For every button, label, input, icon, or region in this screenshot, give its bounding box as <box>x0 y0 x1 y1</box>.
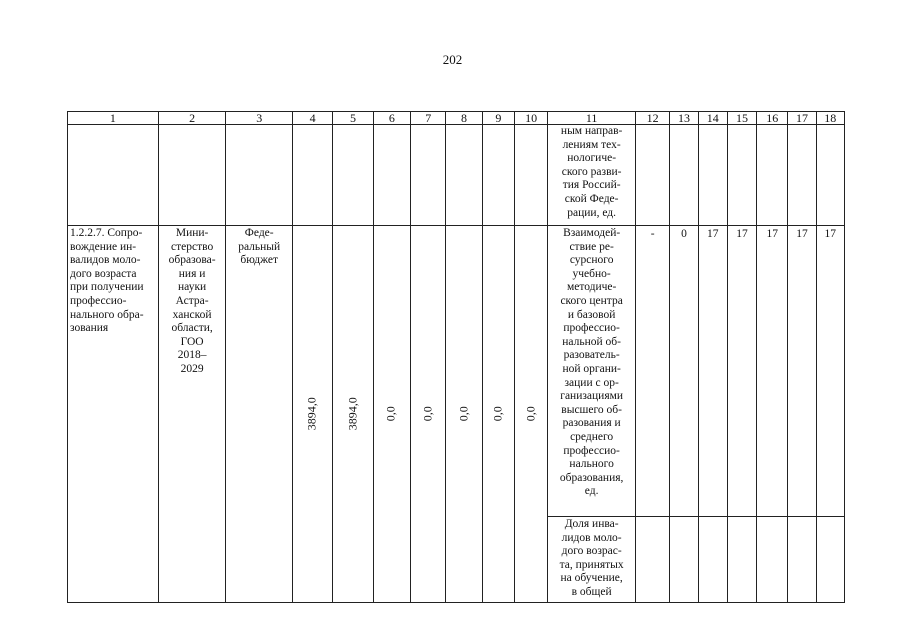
budget-col8: 0,0 <box>456 406 471 421</box>
indicator-1-value: 17 <box>727 226 756 517</box>
indicator-1-value: 17 <box>788 226 816 517</box>
header-cell: 15 <box>727 112 756 125</box>
header-cell: 17 <box>788 112 816 125</box>
indicator-1-value: 17 <box>816 226 844 517</box>
budget-total: 3894,0 <box>304 397 319 430</box>
budget-col5: 3894,0 <box>345 397 360 430</box>
budget-total-cell <box>293 226 333 603</box>
header-cell: 10 <box>514 112 547 125</box>
indicator-table <box>67 111 845 603</box>
indicator-1-value: - <box>636 226 670 517</box>
measure-executor: Мини- стерство образова- ния и науки Астра- ханской области, ГОО 2018– 2029 <box>158 226 226 603</box>
header-cell: 12 <box>636 112 670 125</box>
indicator-1-value: 0 <box>670 226 698 517</box>
indicator-1-text: Взаимодей- ствие ре- сурсного учебно- методиче- ского центра и базовой профессио- нальной об- разователь- ной органи- зации с ор- ганизациями высшего об- разования и среднего профессио- нального образования, ед. <box>548 226 636 517</box>
budget-col9-cell <box>482 226 514 603</box>
measure-row-1 <box>68 226 845 517</box>
header-cell: 13 <box>670 112 698 125</box>
header-cell: 3 <box>226 112 293 125</box>
budget-col10-cell <box>514 226 547 603</box>
header-cell: 7 <box>411 112 446 125</box>
header-cell: 14 <box>698 112 727 125</box>
budget-col10: 0,0 <box>523 406 538 421</box>
header-cell: 6 <box>373 112 410 125</box>
indicator-2-text: Доля инва- лидов моло- дого возрас- та, принятых на обучение, в общей <box>548 517 636 603</box>
header-cell: 8 <box>446 112 482 125</box>
continuation-indicator-text: ным направ- лениям тех- нологиче- ского разви- тия Россий- ской Феде- рации, ед. <box>548 125 636 226</box>
header-cell: 9 <box>482 112 514 125</box>
page-number: 202 <box>442 52 463 67</box>
header-cell: 11 <box>548 112 636 125</box>
budget-col7-cell <box>411 226 446 603</box>
budget-col8-cell <box>446 226 482 603</box>
header-cell: 5 <box>333 112 373 125</box>
header-cell: 1 <box>68 112 159 125</box>
header-row <box>68 112 845 125</box>
continuation-row <box>68 125 845 226</box>
budget-col7: 0,0 <box>420 406 435 421</box>
header-cell: 18 <box>816 112 844 125</box>
measure-name: 1.2.2.7. Сопро- вождение ин- валидов моло- дого возраста при получении профессио- нального обра- зования <box>68 226 159 603</box>
header-cell: 16 <box>757 112 788 125</box>
budget-col6-cell <box>373 226 410 603</box>
budget-col6: 0,0 <box>384 406 399 421</box>
budget-col5-cell <box>333 226 373 603</box>
funding-source: Феде- ральный бюджет <box>226 226 293 603</box>
header-cell: 2 <box>158 112 226 125</box>
budget-col9: 0,0 <box>490 406 505 421</box>
header-cell: 4 <box>293 112 333 125</box>
indicator-1-value: 17 <box>698 226 727 517</box>
indicator-1-value: 17 <box>757 226 788 517</box>
